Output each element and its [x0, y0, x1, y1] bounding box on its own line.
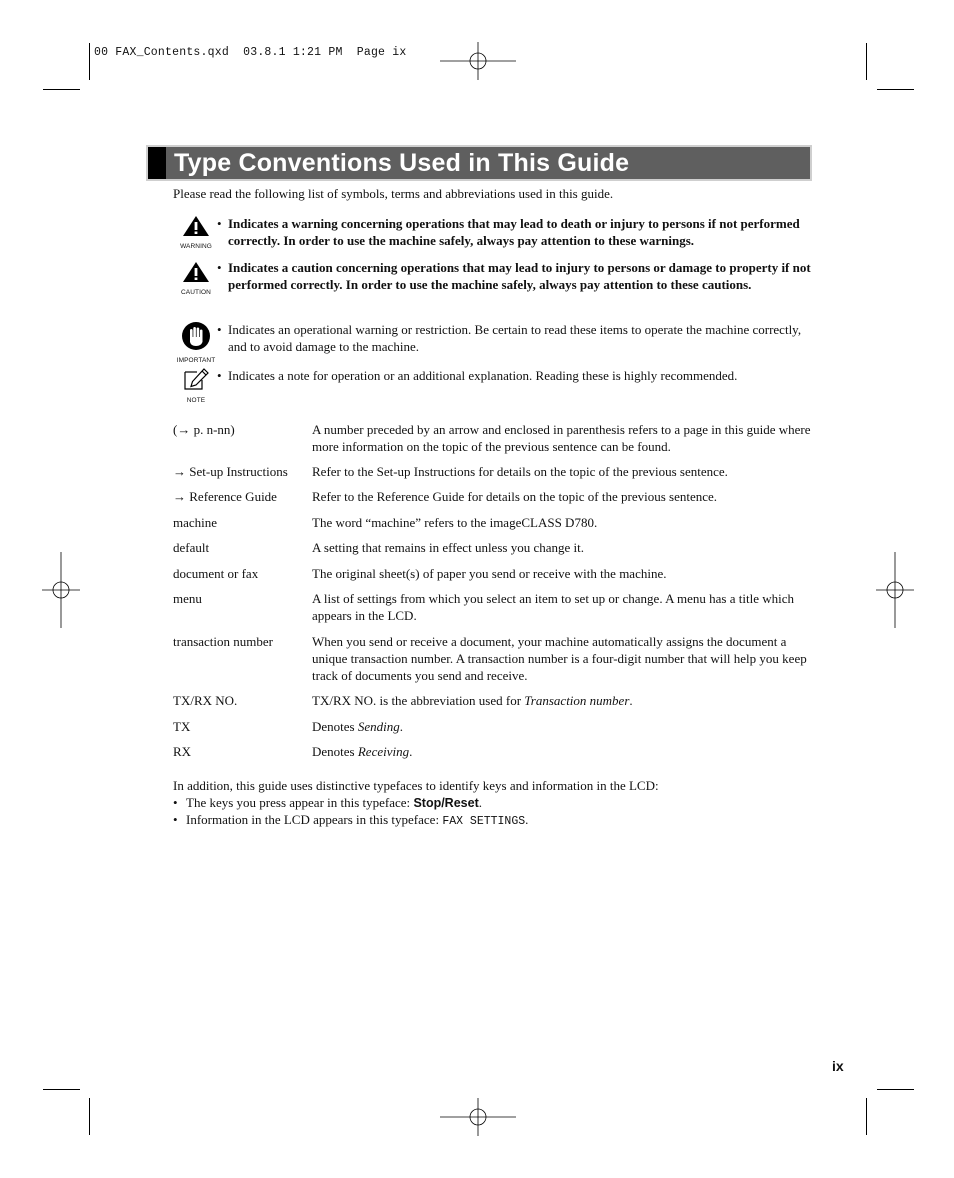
term-definition: Denotes Sending.: [312, 719, 403, 734]
print-slug: 00 FAX_Contents.qxd 03.8.1 1:21 PM Page ix: [94, 46, 407, 59]
crop-mark: [877, 1089, 914, 1090]
symbol-important: IMPORTANT • Indicates an operational warning or restriction. Be certain to read these items to operate the machine correctly, and to avoid damage to the machine.: [173, 321, 813, 363]
symbol-caution: CAUTION • Indicates a caution concerning operations that may lead to injury to persons or damage to property if not performed correctly. In order to use the machine safely, always pay attention to these cautions.: [173, 259, 813, 314]
term-label: → Set-up Instructions: [173, 464, 288, 479]
key-typeface-sample: Stop/Reset: [413, 796, 479, 810]
warning-caption: WARNING: [180, 243, 212, 250]
term-label: (→ p. n-nn): [173, 422, 235, 437]
term-label: menu: [173, 591, 202, 606]
term-definition: A list of settings from which you select an item to set up or change. A menu has a title which appears in the LCD.: [312, 591, 794, 623]
term-label: → Reference Guide: [173, 489, 277, 504]
title-bar: [146, 145, 812, 181]
crop-mark: [43, 89, 80, 90]
registration-mark-bottom: [440, 1098, 516, 1136]
title-accent: [148, 147, 166, 179]
term-definition: TX/RX NO. is the abbreviation used for Transaction number.: [312, 693, 633, 708]
term-label: transaction number: [173, 634, 273, 649]
intro-text: Please read the following list of symbols, terms and abbreviations used in this guide.: [173, 186, 614, 201]
term-definition: When you send or receive a document, your machine automatically assigns the document a unique transaction number. A transaction number is a four-digit number that will help you keep track of documents you send and receive.: [312, 634, 807, 683]
term-definition: Refer to the Set-up Instructions for details on the topic of the previous sentence.: [312, 464, 728, 479]
lcd-typeface-sample: FAX SETTINGS: [442, 815, 526, 828]
warning-triangle-icon: [182, 215, 210, 237]
term-definition: Denotes Receiving.: [312, 744, 413, 759]
note-caption: NOTE: [186, 397, 206, 404]
term-label: RX: [173, 744, 192, 759]
registration-mark-top: [440, 42, 516, 80]
term-definition: A setting that remains in effect unless you change it.: [312, 540, 584, 555]
symbol-warning: WARNING • Indicates a warning concerning operations that may lead to death or injury to persons if not performed correctly. In order to use the machine safely, always pay attention to these warnings.: [173, 215, 813, 255]
term-definition: The original sheet(s) of paper you send or receive with the machine.: [312, 566, 667, 581]
term-label: document or fax: [173, 566, 259, 581]
registration-mark-left: [42, 552, 80, 628]
pencil-note-icon: [182, 367, 210, 391]
caution-description: Indicates a caution concerning operations that may lead to injury to persons or damage to property if not performed correctly. In order to use the machine safely, always pay attention to these cautions.: [228, 260, 811, 292]
crop-mark: [866, 43, 867, 80]
crop-mark: [43, 1089, 80, 1090]
term-label: TX: [173, 719, 191, 734]
term-label: machine: [173, 515, 218, 530]
typeface-intro: In addition, this guide uses distinctive typefaces to identify keys and information in the LCD:: [173, 778, 659, 793]
symbol-note: NOTE • Indicates a note for operation or an additional explanation. Reading these is highly recommended.: [173, 367, 813, 403]
term-label: default: [173, 540, 210, 555]
caution-caption: CAUTION: [181, 289, 211, 296]
term-definition: The word “machine” refers to the imageCLASS D780.: [312, 515, 598, 530]
crop-mark: [866, 1098, 867, 1135]
crop-mark: [89, 1098, 90, 1135]
caution-triangle-icon: [182, 261, 210, 283]
term-definition: Refer to the Reference Guide for details on the topic of the previous sentence.: [312, 489, 718, 504]
typeface-lcd-item: • Information in the LCD appears in this typeface: FAX SETTINGS.: [173, 812, 529, 828]
registration-mark-right: [876, 552, 914, 628]
warning-description: Indicates a warning concerning operations that may lead to death or injury to persons if not performed correctly. In order to use the machine safely, always pay attention to these warnings.: [228, 216, 800, 248]
page-title: Type Conventions Used in This Guide: [174, 149, 630, 177]
note-description: Indicates a note for operation or an additional explanation. Reading these is highly recommended.: [228, 368, 738, 383]
crop-mark: [877, 89, 914, 90]
term-label: TX/RX NO.: [173, 693, 238, 708]
hand-stop-icon: [181, 321, 211, 351]
term-definition: A number preceded by an arrow and enclosed in parenthesis refers to a page in this guide where more information on the topic of the previous sentence can be found.: [312, 422, 811, 454]
page-number: ix: [832, 1058, 844, 1074]
crop-mark: [89, 43, 90, 80]
typeface-key-item: • The keys you press appear in this typeface: Stop/Reset.: [173, 795, 482, 810]
important-caption: IMPORTANT: [176, 357, 216, 364]
important-description: Indicates an operational warning or restriction. Be certain to read these items to operate the machine correctly, and to avoid damage to the machine.: [228, 322, 802, 354]
